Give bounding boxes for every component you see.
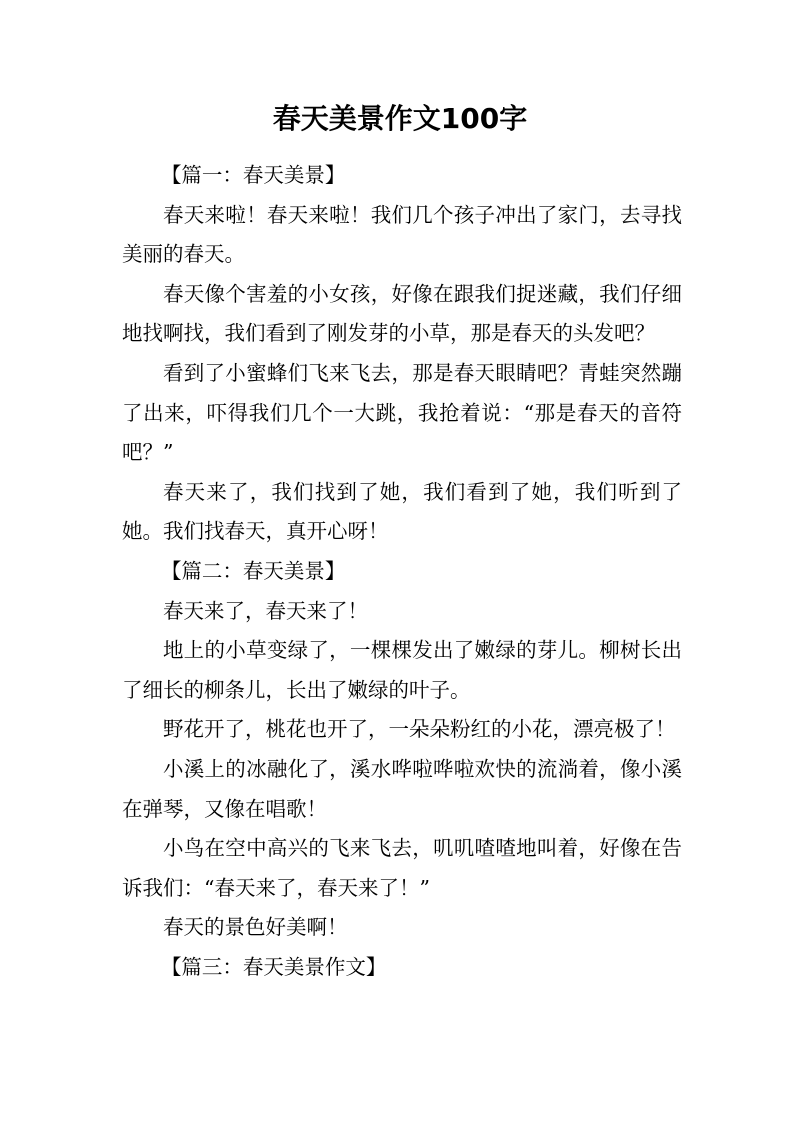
paragraph: 春天来啦！春天来啦！我们几个孩子冲出了家门，去寻找美丽的春天。 xyxy=(122,202,682,267)
paragraph: 春天来了，我们找到了她，我们看到了她，我们听到了她。我们找春天，真开心呀！ xyxy=(122,479,682,544)
document-body xyxy=(122,156,682,987)
paragraph: 野花开了，桃花也开了，一朵朵粉红的小花，漂亮极了！ xyxy=(163,717,676,742)
paragraph: 小鸟在空中高兴的飞来飞去，叽叽喳喳地叫着，好像在告诉我们：“春天来了，春天来了！” xyxy=(122,836,682,900)
section-heading-1: 【篇一：春天美景】 xyxy=(160,163,346,187)
paragraph: 看到了小蜜蜂们飞来飞去，那是春天眼睛吧？青蛙突然蹦了出来，吓得我们几个一大跳，我抢着说：“那是春天的音符吧？” xyxy=(122,360,682,465)
paragraph: 春天像个害羞的小女孩，好像在跟我们捉迷藏，我们仔细地找啊找，我们看到了刚发芽的小草，那是春天的头发吧？ xyxy=(122,281,682,346)
document-title: 春天美景作文100字 xyxy=(272,102,528,135)
section-heading-3: 【篇三：春天美景作文】 xyxy=(160,954,387,979)
paragraph: 春天的景色好美啊！ xyxy=(163,915,348,940)
paragraph: 小溪上的冰融化了，溪水哗啦哗啦欢快的流淌着，像小溪在弹琴，又像在唱歌！ xyxy=(122,756,682,821)
paragraph: 地上的小草变绿了，一棵棵发出了嫩绿的芽儿。柳树长出了细长的柳条儿，长出了嫩绿的叶子。 xyxy=(122,638,682,702)
section-heading-2: 【篇二：春天美景】 xyxy=(160,558,346,583)
paragraph: 春天来了，春天来了！ xyxy=(163,598,368,623)
